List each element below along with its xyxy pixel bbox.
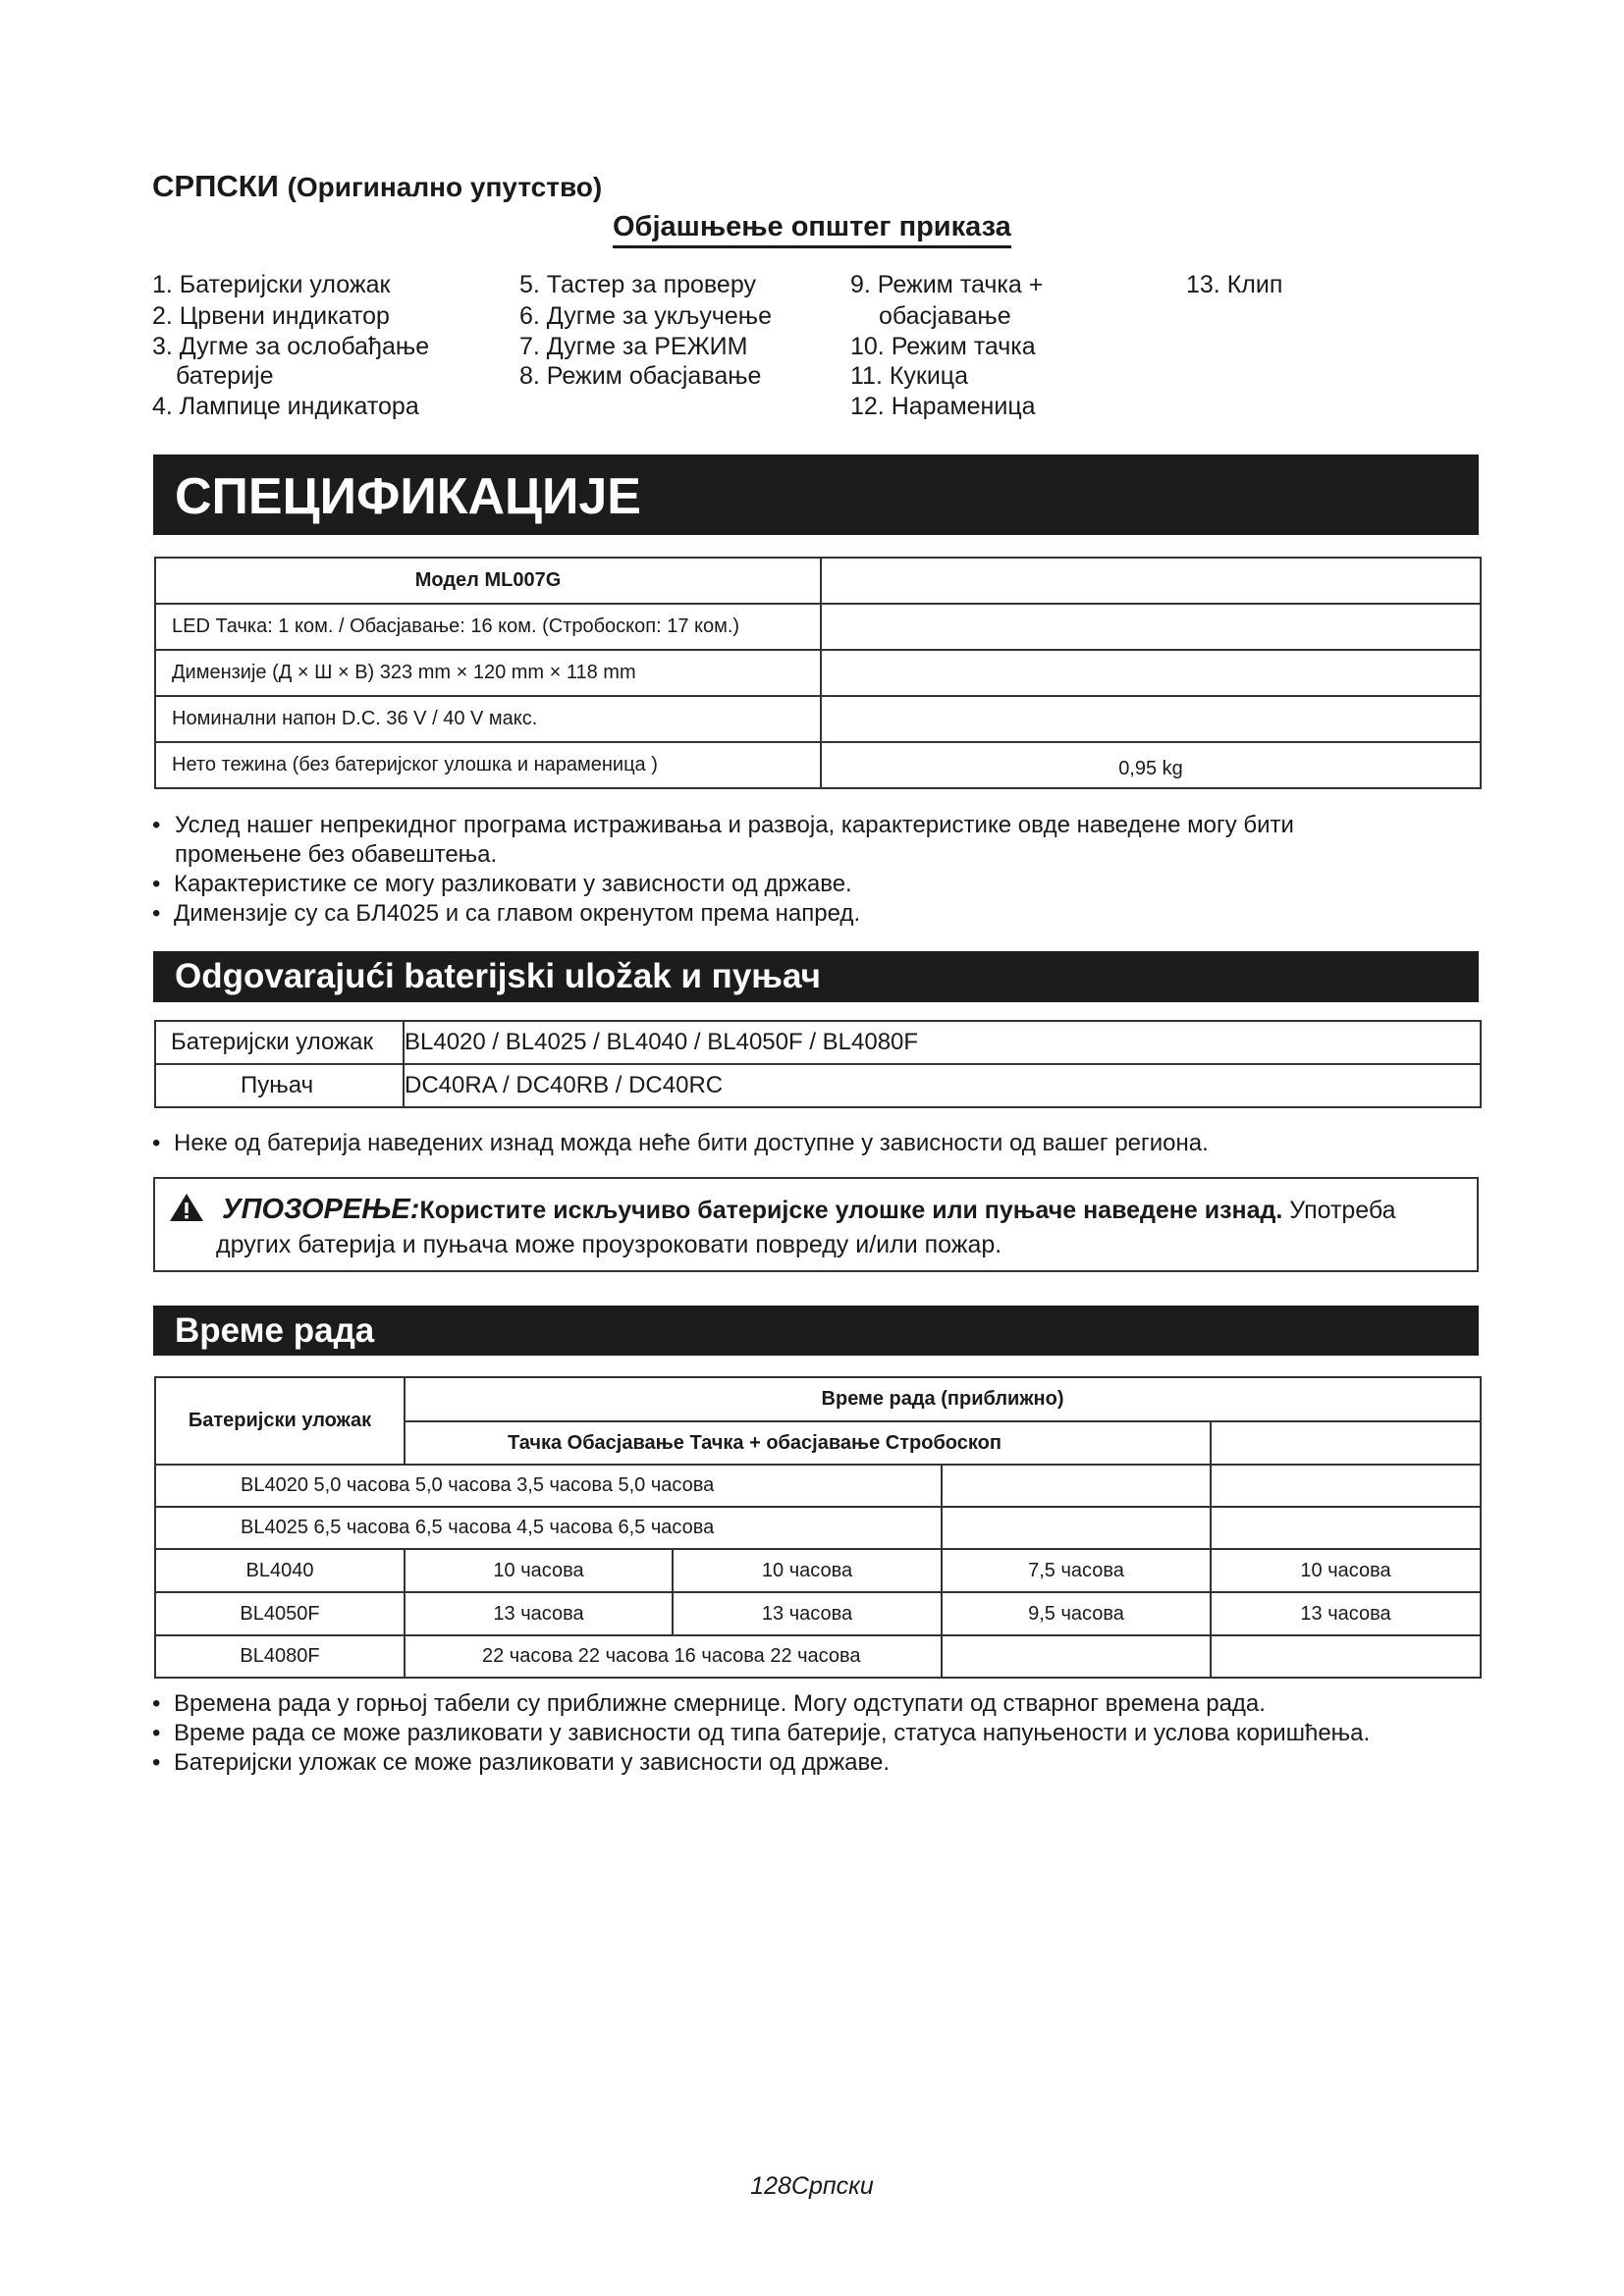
charger-label: Пуњач [155, 1064, 404, 1107]
runtime-flood: 13 часова [673, 1592, 942, 1635]
header-battery: Батеријски уложак [155, 1377, 405, 1465]
runtime-spot: 13 часова [405, 1592, 673, 1635]
runtime-cell [1211, 1465, 1481, 1507]
header-empty [1211, 1421, 1481, 1465]
page-number: 128 [750, 2172, 791, 2200]
table-row [155, 1635, 1481, 1678]
part-item: 13. Клип [1186, 271, 1283, 298]
table-row [155, 1021, 1481, 1064]
spec-label: Номинални напон D.C. 36 V / 40 V макс. [155, 696, 821, 742]
runtime-battery: BL4040 [155, 1549, 405, 1592]
note-item: • Димензије су са БЛ4025 и са главом окренутом према напред. [152, 899, 1458, 929]
parts-column-4 [1186, 269, 1282, 300]
runtime-row-text: BL4025 6,5 часова 6,5 часова 4,5 часова 6,5 часова [155, 1507, 942, 1549]
battery-notes [152, 1129, 1458, 1158]
part-item: 7. Дугме за РЕЖИМ [519, 333, 748, 360]
runtime-flood: 10 часова [673, 1549, 942, 1592]
runtime-row-text: BL4020 5,0 часова 5,0 часова 3,5 часова 5,0 часова [155, 1465, 942, 1507]
spec-label: Нето тежина (без батеријског улошка и нараменица ) [155, 742, 821, 788]
note-item: • Времена рада у горњој табели су приближне смернице. Могу одступати од стварног времена рада. [152, 1689, 1488, 1719]
parts-column-3 [850, 269, 1043, 422]
note-item: • Батеријски уложак се може разликовати у зависности од државе. [152, 1748, 1488, 1778]
warning-text-continued: других батерија и пуњача може проузроковати повреду и/или пожар. [216, 1231, 1002, 1258]
specs-heading: СПЕЦИФИКАЦИЈЕ [153, 454, 1479, 535]
page-footer [0, 2172, 1624, 2201]
table-row [155, 650, 1481, 696]
part-item: 2. Црвени индикатор [152, 302, 390, 330]
spec-table [154, 557, 1482, 789]
spec-value [821, 604, 1481, 650]
spec-value [821, 558, 1481, 604]
runtime-strobe: 10 часова [1211, 1549, 1481, 1592]
table-row [155, 1592, 1481, 1635]
part-item: 9. Режим тачка + [850, 271, 1044, 298]
warning-text: Употреба [1282, 1197, 1396, 1224]
battery-heading: Odgovarajući baterijski uložak и пуњач [153, 951, 1479, 1002]
runtime-notes [152, 1689, 1488, 1778]
runtime-spot: 10 часова [405, 1549, 673, 1592]
table-row [155, 742, 1481, 788]
runtime-cell [942, 1465, 1211, 1507]
table-row [155, 604, 1481, 650]
runtime-battery: BL4080F [155, 1635, 405, 1678]
table-row [155, 558, 1481, 604]
part-item: 10. Режим тачка [850, 333, 1036, 360]
part-item: батерије [176, 362, 274, 390]
header-modes: Тачка Обасјавање Тачка + обасјавање Стробоскоп [405, 1421, 1211, 1465]
battery-table [154, 1020, 1482, 1108]
table-row [155, 1465, 1481, 1507]
part-item: 3. Дугме за ослобађање [152, 333, 430, 360]
note-item: • Време рада се може разликовати у зависности од типа батерије, статуса напуњености и услова коришћења. [152, 1719, 1488, 1748]
warning-bold-text: Користите искључиво батеријске улошке или пуњаче наведене изнад. [419, 1197, 1283, 1224]
part-item: 4. Лампице индикатора [152, 393, 419, 420]
warning-line [169, 1193, 1396, 1229]
table-row [155, 1549, 1481, 1592]
runtime-cell [942, 1635, 1211, 1678]
header-runtime: Време рада (приближно) [405, 1377, 1481, 1421]
spec-value [821, 696, 1481, 742]
runtime-battery: BL4050F [155, 1592, 405, 1635]
charger-models: DC40RA / DC40RB / DC40RC [404, 1064, 1481, 1107]
parts-column-2 [519, 269, 772, 391]
spec-label: Модел ML007G [155, 558, 821, 604]
language-heading: СРПСКИ (Оригинално упутство) [152, 169, 603, 203]
spec-notes [152, 811, 1458, 929]
note-item: • Услед нашег непрекидног програма истраживања и развоја, карактеристике овде наведене могу бити промењене без обавештења. [152, 811, 1382, 870]
spec-label: Димензије (Д × Ш × В) 323 mm × 120 mm × 118 mm [155, 650, 821, 696]
part-item: 6. Дугме за укључење [519, 302, 772, 330]
runtime-row-text: 22 часова 22 часова 16 часова 22 часова [405, 1635, 942, 1678]
runtime-heading: Време рада [153, 1306, 1479, 1356]
runtime-spot-flood: 9,5 часова [942, 1592, 1211, 1635]
runtime-strobe: 13 часова [1211, 1592, 1481, 1635]
table-row [155, 696, 1481, 742]
battery-label: Батеријски уложак [155, 1021, 404, 1064]
part-item: 11. Кукица [850, 362, 969, 390]
table-row [155, 1507, 1481, 1549]
part-item: 1. Батеријски уложак [152, 271, 391, 298]
warning-triangle-icon [169, 1193, 204, 1229]
note-item: • Карактеристике се могу разликовати у зависности од државе. [152, 870, 1458, 899]
table-row [155, 1377, 1481, 1421]
page-language: Српски [790, 2172, 874, 2200]
table-row [155, 1064, 1481, 1107]
warning-label: УПОЗОРЕЊЕ: [222, 1194, 420, 1225]
spec-value: 0,95 kg [821, 742, 1481, 788]
runtime-cell [1211, 1635, 1481, 1678]
note-item: • Неке од батерија наведених изнад можда неће бити доступне у зависности од вашег региона. [152, 1129, 1458, 1158]
runtime-spot-flood: 7,5 часова [942, 1549, 1211, 1592]
part-item: 8. Режим обасјавање [519, 362, 762, 390]
battery-models: BL4020 / BL4025 / BL4040 / BL4050F / BL4080F [404, 1021, 1481, 1064]
part-item: 12. Нараменица [850, 393, 1036, 420]
part-item: обасјавање [879, 302, 1011, 330]
spec-value [821, 650, 1481, 696]
runtime-cell [1211, 1507, 1481, 1549]
runtime-table [154, 1376, 1482, 1679]
overview-title: Објашњење општег приказа [613, 211, 1011, 248]
parts-column-1 [152, 269, 429, 422]
runtime-cell [942, 1507, 1211, 1549]
spec-label: LED Тачка: 1 ком. / Обасјавање: 16 ком. (Стробоскоп: 17 ком.) [155, 604, 821, 650]
part-item: 5. Тастер за проверу [519, 271, 756, 298]
